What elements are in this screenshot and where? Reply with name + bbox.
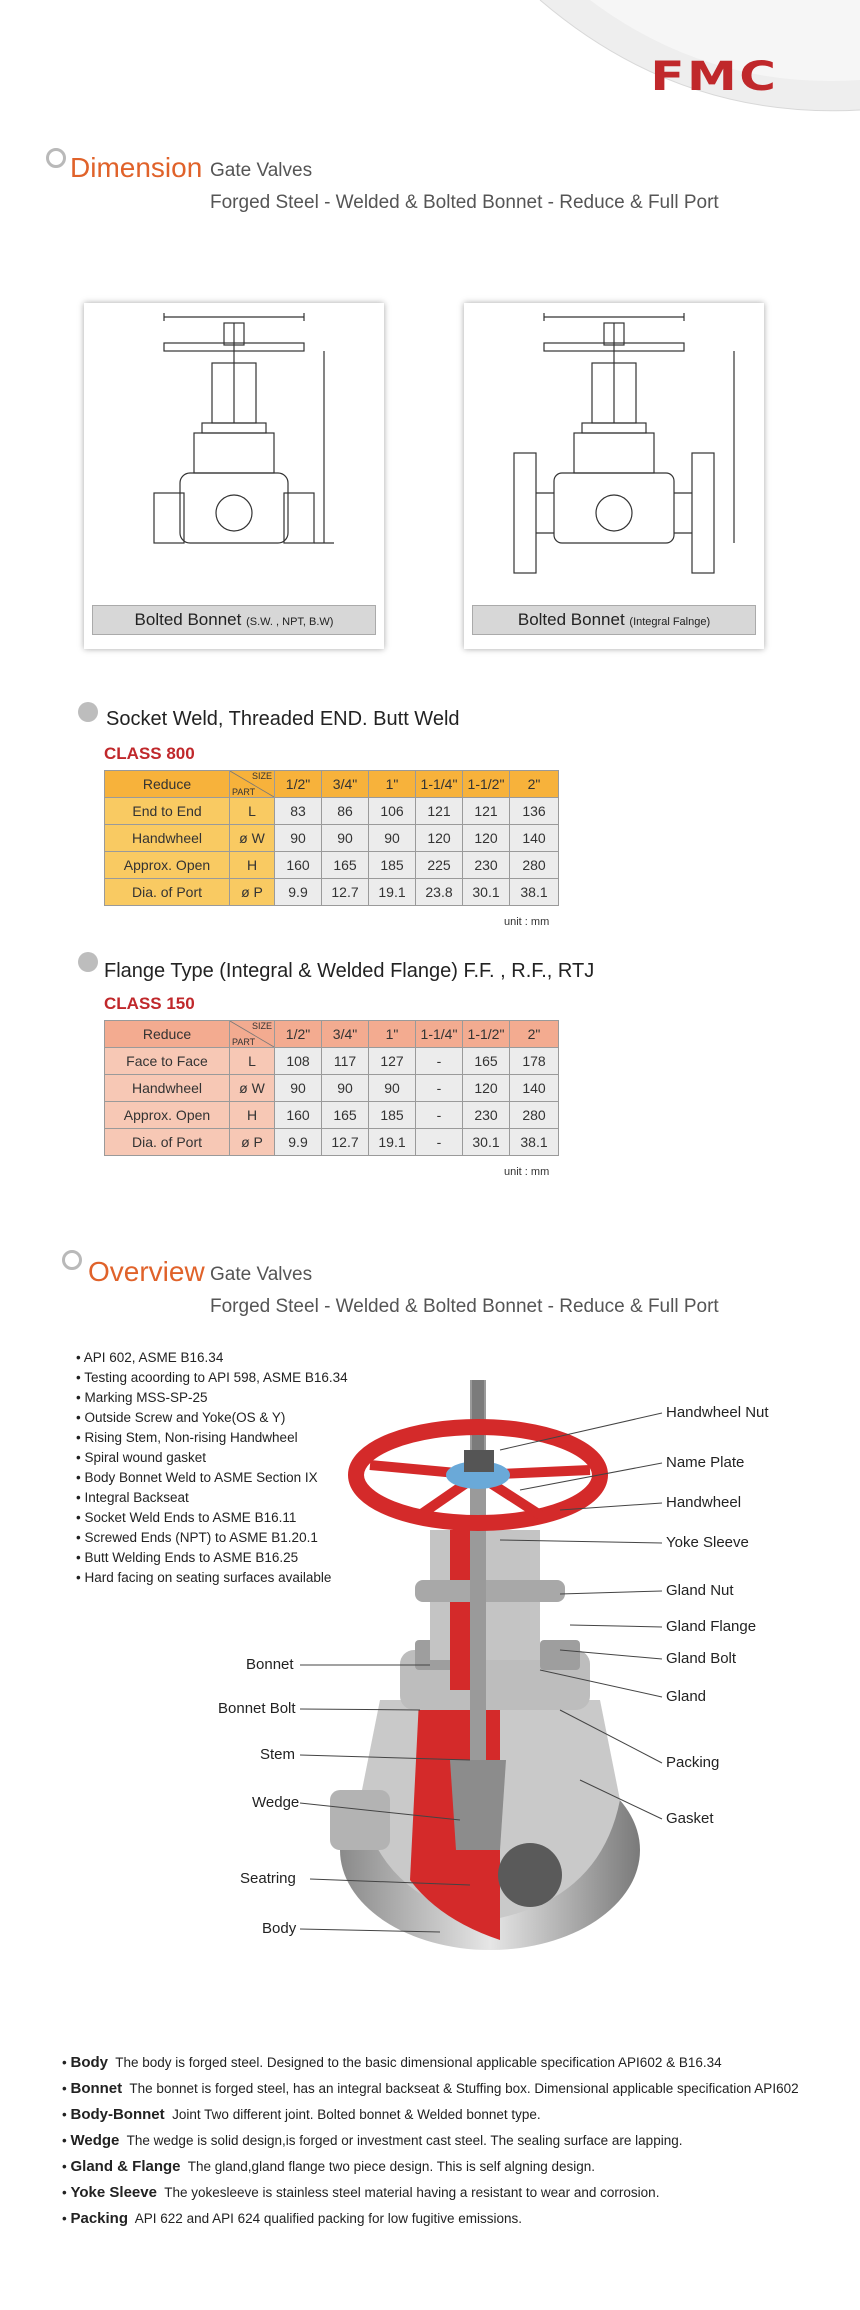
desc-term: Yoke Sleeve — [70, 2184, 157, 2201]
drawing-caption — [92, 605, 376, 635]
desc-term: Packing — [70, 2210, 129, 2227]
valve-drawing-icon — [464, 303, 764, 603]
header-reduce: Reduce — [105, 771, 230, 798]
table150-class: CLASS 150 — [104, 994, 195, 1013]
list-item: • API 602, ASME B16.34 — [76, 1348, 348, 1368]
part-label-gland-bolt: Gland Bolt — [666, 1650, 737, 1667]
cell: 117 — [322, 1048, 369, 1075]
part-label-bonnet: Bonnet — [246, 1656, 294, 1673]
table-row — [105, 798, 559, 825]
cell: 90 — [275, 825, 322, 852]
cell: 19.1 — [369, 879, 416, 906]
fmc-logo: FMC — [649, 54, 778, 100]
desc-body-bonnet: • Body-Bonnet Joint Two different joint. Bolted bonnet & Welded bonnet type. — [62, 2106, 541, 2123]
corner-cell — [230, 771, 275, 798]
part-label-gland-flange: Gland Flange — [666, 1618, 757, 1635]
drawing-bolted-bonnet-sw — [84, 303, 384, 649]
list-item: • Integral Backseat — [76, 1488, 348, 1508]
cell: 23.8 — [416, 879, 463, 906]
cell: 108 — [275, 1048, 322, 1075]
row-label: Dia. of Port — [105, 879, 230, 906]
table800 — [104, 770, 559, 906]
cell: 9.9 — [275, 1129, 322, 1156]
desc-text: The yokesleeve is stainless steel material having a resistant to wear and corrosion. — [164, 2185, 660, 2200]
row-symbol: ø W — [230, 825, 275, 852]
list-item: • Body Bonnet Weld to ASME Section IX — [76, 1468, 348, 1488]
cell: 165 — [463, 1048, 510, 1075]
desc-text: The wedge is solid design,is forged or investment cast steel. The sealing surface are lapping. — [126, 2133, 683, 2148]
row-symbol: L — [230, 798, 275, 825]
part-label-handwheel: Handwheel — [666, 1494, 742, 1511]
cell: 140 — [510, 825, 559, 852]
desc-text: The body is forged steel. Designed to the basic dimensional applicable specification API602 & B16.34 — [115, 2055, 722, 2070]
table150-unit: unit : mm — [504, 1166, 550, 1178]
overview-subtitle: Gate Valves — [210, 1264, 313, 1285]
table-row — [105, 852, 559, 879]
size-col: 1-1/2" — [463, 1021, 510, 1048]
valve-drawing-icon — [84, 303, 384, 603]
row-label: Face to Face — [105, 1048, 230, 1075]
desc-term: Body — [70, 2054, 108, 2071]
desc-body: • Body The body is forged steel. Designed to the basic dimensional applicable specification API602 & B16.34 — [62, 2054, 722, 2071]
part-label-stem: Stem — [260, 1746, 296, 1763]
cell: 127 — [369, 1048, 416, 1075]
table150 — [104, 1020, 559, 1156]
row-label: End to End — [105, 798, 230, 825]
part-label-yoke-sleeve: Yoke Sleeve — [666, 1534, 749, 1551]
desc-term: Gland & Flange — [70, 2158, 181, 2175]
desc-text: Joint Two different joint. Bolted bonnet & Welded bonnet type. — [172, 2107, 541, 2122]
list-item: • Socket Weld Ends to ASME B16.11 — [76, 1508, 348, 1528]
header-reduce: Reduce — [105, 1021, 230, 1048]
desc-term: Bonnet — [70, 2080, 123, 2097]
cell: 12.7 — [322, 1129, 369, 1156]
table-row — [105, 1048, 559, 1075]
cell: 185 — [369, 1102, 416, 1129]
cell: 121 — [416, 798, 463, 825]
bullet-icon — [78, 952, 98, 972]
row-label: Dia. of Port — [105, 1129, 230, 1156]
size-col: 1-1/4" — [416, 1021, 463, 1048]
size-col: 1-1/4" — [416, 771, 463, 798]
size-col: 1/2" — [275, 1021, 322, 1048]
overview-title: Overview — [88, 1256, 205, 1287]
leader-lines — [0, 1380, 860, 1980]
part-label-gland: Gland — [666, 1688, 707, 1705]
caption-main: Bolted Bonnet — [134, 610, 242, 629]
cell: 30.1 — [463, 1129, 510, 1156]
list-item: • Butt Welding Ends to ASME B16.25 — [76, 1548, 348, 1568]
cell: - — [416, 1048, 463, 1075]
table-row — [105, 1075, 559, 1102]
desc-text: The gland,gland flange two piece design. This is self algning design. — [187, 2159, 596, 2174]
cell: 90 — [322, 825, 369, 852]
row-symbol: L — [230, 1048, 275, 1075]
cell: 12.7 — [322, 879, 369, 906]
row-symbol: H — [230, 1102, 275, 1129]
list-item: • Marking MSS-SP-25 — [76, 1388, 348, 1408]
cell: 165 — [322, 852, 369, 879]
row-symbol: H — [230, 852, 275, 879]
cell: 160 — [275, 1102, 322, 1129]
caption-small: (Integral Falnge) — [629, 616, 711, 628]
cell: 280 — [510, 852, 559, 879]
row-label: Handwheel — [105, 1075, 230, 1102]
corner-cell — [230, 1021, 275, 1048]
section-bullet-icon — [62, 1250, 82, 1270]
cell: 136 — [510, 798, 559, 825]
caption-main: Bolted Bonnet — [517, 610, 625, 629]
cell: 225 — [416, 852, 463, 879]
cell: 83 — [275, 798, 322, 825]
cell: 120 — [416, 825, 463, 852]
corner-size: SIZE — [251, 1021, 272, 1031]
size-col: 2" — [510, 771, 559, 798]
list-item: • Outside Screw and Yoke(OS & Y) — [76, 1408, 348, 1428]
overview-subtitle-detail: Forged Steel - Welded & Bolted Bonnet - Reduce & Full Port — [210, 1296, 719, 1317]
corner-part: PART — [232, 1037, 256, 1047]
cell: 120 — [463, 825, 510, 852]
cell: 165 — [322, 1102, 369, 1129]
cell: - — [416, 1075, 463, 1102]
cell: 106 — [369, 798, 416, 825]
corner-size: SIZE — [251, 771, 272, 781]
part-label-gasket: Gasket — [666, 1810, 714, 1827]
list-item: • Testing acoording to API 598, ASME B16.34 — [76, 1368, 348, 1388]
cell: 160 — [275, 852, 322, 879]
row-symbol: ø W — [230, 1075, 275, 1102]
cell: 230 — [463, 1102, 510, 1129]
cell: 86 — [322, 798, 369, 825]
table-row — [105, 1102, 559, 1129]
cell: 90 — [369, 825, 416, 852]
cell: 38.1 — [510, 879, 559, 906]
drawing-bolted-bonnet-flange — [464, 303, 764, 649]
desc-term: Body-Bonnet — [70, 2106, 165, 2123]
part-label-seatring: Seatring — [240, 1870, 296, 1887]
cell: 178 — [510, 1048, 559, 1075]
cell: 120 — [463, 1075, 510, 1102]
table800-title: Socket Weld, Threaded END. Butt Weld — [106, 708, 460, 730]
table800-unit: unit : mm — [504, 916, 550, 928]
table-row — [105, 879, 559, 906]
cell: 9.9 — [275, 879, 322, 906]
table-row — [105, 1129, 559, 1156]
size-col: 3/4" — [322, 1021, 369, 1048]
corner-part: PART — [232, 787, 256, 797]
desc-packing: • Packing API 622 and API 624 qualified packing for low fugitive emissions. — [62, 2210, 523, 2227]
desc-text: API 622 and API 624 qualified packing for low fugitive emissions. — [134, 2211, 523, 2226]
cell: 121 — [463, 798, 510, 825]
list-item: • Rising Stem, Non-rising Handwheel — [76, 1428, 348, 1448]
part-label-wedge: Wedge — [252, 1794, 300, 1811]
list-item: • Screwed Ends (NPT) to ASME B1.20.1 — [76, 1528, 348, 1548]
drawing-caption — [472, 605, 756, 635]
cell: 230 — [463, 852, 510, 879]
cell: - — [416, 1129, 463, 1156]
part-label-bonnet-bolt: Bonnet Bolt — [218, 1700, 296, 1717]
desc-term: Wedge — [70, 2132, 120, 2149]
desc-gland-flange: • Gland & Flange The gland,gland flange two piece design. This is self algning design. — [62, 2158, 596, 2175]
row-symbol: ø P — [230, 1129, 275, 1156]
part-label-gland-nut: Gland Nut — [666, 1582, 734, 1599]
row-label: Handwheel — [105, 825, 230, 852]
cell: - — [416, 1102, 463, 1129]
table-row — [105, 825, 559, 852]
cell: 90 — [322, 1075, 369, 1102]
cell: 280 — [510, 1102, 559, 1129]
cell: 90 — [369, 1075, 416, 1102]
row-label: Approx. Open — [105, 852, 230, 879]
cell: 38.1 — [510, 1129, 559, 1156]
size-col: 1-1/2" — [463, 771, 510, 798]
part-label-packing: Packing — [666, 1754, 720, 1771]
bullet-icon — [78, 702, 98, 722]
table150-title: Flange Type (Integral & Welded Flange) F.F. , R.F., RTJ — [104, 960, 595, 982]
dimension-title: Dimension — [70, 152, 203, 183]
desc-text: The bonnet is forged steel, has an integral backseat & Stuffing box. Dimensional applicable specification API602 — [129, 2081, 799, 2096]
section-bullet-icon — [46, 148, 66, 168]
part-label-body: Body — [262, 1920, 297, 1937]
dimension-subtitle-detail: Forged Steel - Welded & Bolted Bonnet - Reduce & Full Port — [210, 192, 719, 213]
size-col: 2" — [510, 1021, 559, 1048]
table800-class: CLASS 800 — [104, 744, 195, 763]
list-item: • Spiral wound gasket — [76, 1448, 348, 1468]
desc-wedge: • Wedge The wedge is solid design,is forged or investment cast steel. The sealing surface are lapping. — [62, 2132, 683, 2149]
part-label-handwheel-nut: Handwheel Nut — [666, 1404, 769, 1421]
size-col: 3/4" — [322, 771, 369, 798]
cell: 140 — [510, 1075, 559, 1102]
list-item: • Hard facing on seating surfaces available — [76, 1568, 348, 1588]
row-symbol: ø P — [230, 879, 275, 906]
caption-small: (S.W. , NPT, B.W) — [246, 616, 334, 628]
cell: 185 — [369, 852, 416, 879]
dimension-subtitle: Gate Valves — [210, 160, 313, 181]
size-col: 1" — [369, 771, 416, 798]
cell: 19.1 — [369, 1129, 416, 1156]
cell: 90 — [275, 1075, 322, 1102]
row-label: Approx. Open — [105, 1102, 230, 1129]
cell: 30.1 — [463, 879, 510, 906]
part-label-name-plate: Name Plate — [666, 1454, 745, 1471]
size-col: 1/2" — [275, 771, 322, 798]
size-col: 1" — [369, 1021, 416, 1048]
desc-bonnet: • Bonnet The bonnet is forged steel, has an integral backseat & Stuffing box. Dimensional applicable specification API602 — [62, 2080, 799, 2097]
desc-yoke-sleeve: • Yoke Sleeve The yokesleeve is stainless steel material having a resistant to wear and corrosion. — [62, 2184, 660, 2201]
